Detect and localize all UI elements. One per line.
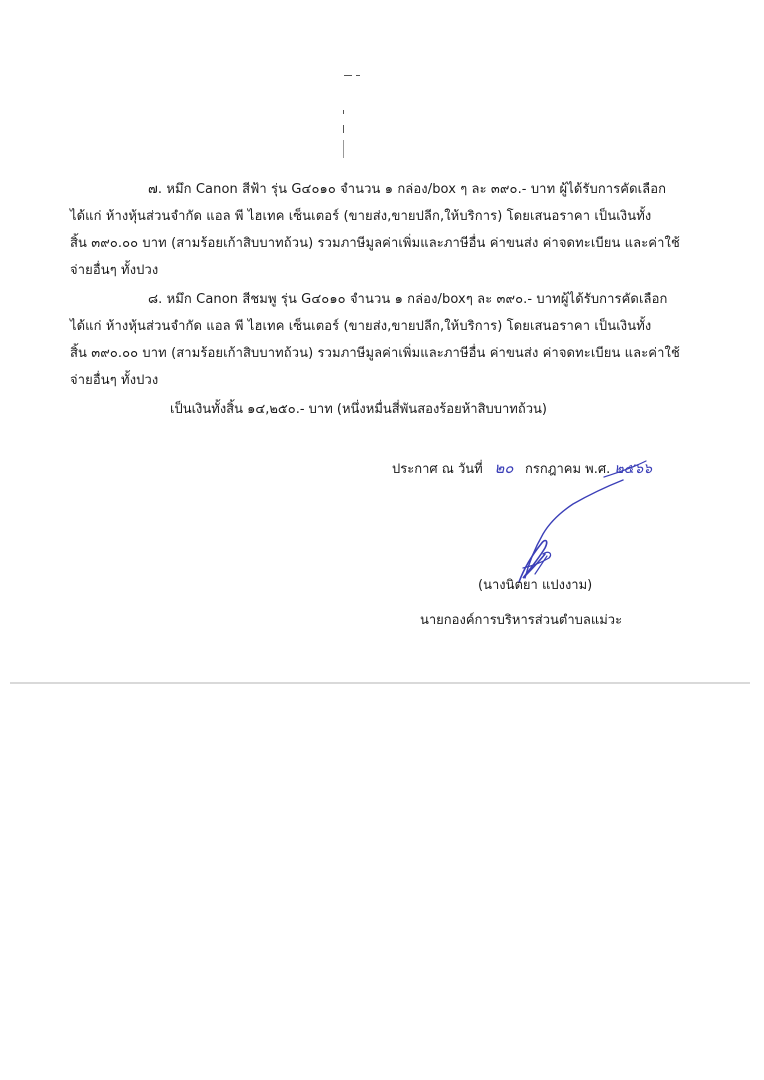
signatory-title: นายกองค์การบริหารส่วนตำบลแม่วะ [420, 613, 623, 628]
item-8-line: สิ้น ๓๙๐.๐๐ บาท (สามร้อยเก้าสิบบาทถ้วน) รวมภาษีมูลค่าเพิ่มและภาษีอื่น ค่าขนส่ง ค่าจดทะเบียน และค่าใช้ [70, 346, 680, 361]
item-8-line: ๘. หมึก Canon สีชมพู รุ่น G๔๐๑๐ จำนวน ๑ กล่อง/boxๆ ละ ๓๙๐.- บาทผู้ได้รับการคัดเลือก [148, 292, 668, 307]
item-7-paragraph [70, 176, 680, 284]
scan-mark-side [343, 125, 344, 133]
item-7-line: จ่ายอื่นๆ ทั้งปวง [70, 263, 159, 278]
scan-mark-side [343, 110, 344, 114]
scan-mark-top [344, 75, 352, 76]
scan-mark-top [356, 75, 360, 76]
announcement-day: ๒๐ [494, 459, 514, 477]
item-8-line: จ่ายอื่นๆ ทั้งปวง [70, 373, 159, 388]
page-divider [10, 682, 750, 684]
handwritten-signature [505, 478, 655, 588]
announcement-month: กรกฎาคม พ.ศ. [525, 462, 611, 477]
total-amount-line: เป็นเงินทั้งสิ้น ๑๔,๒๕๐.- บาท (หนึ่งหมื่นสี่พันสองร้อยห้าสิบบาทถ้วน) [170, 402, 547, 417]
item-7-line: ๗. หมึก Canon สีฟ้า รุ่น G๔๐๑๐ จำนวน ๑ กล่อง/box ๆ ละ ๓๙๐.- บาท ผู้ได้รับการคัดเลือก [148, 182, 667, 197]
scan-mark-side [343, 140, 344, 158]
item-8-paragraph [70, 286, 680, 394]
item-7-line: สิ้น ๓๙๐.๐๐ บาท (สามร้อยเก้าสิบบาทถ้วน) รวมภาษีมูลค่าเพิ่มและภาษีอื่น ค่าขนส่ง ค่าจดทะเบียน และค่าใช้ [70, 236, 680, 251]
year-flourish [602, 455, 653, 481]
signatory-name: (นางนิตยา แปงงาม) [478, 578, 593, 593]
announcement-year: ๒๕๖๖ [614, 461, 653, 477]
item-8-line: ได้แก่ ห้างหุ้นส่วนจำกัด แอล พี ไฮเทค เซ็นเตอร์ (ขายส่ง,ขายปลีก,ให้บริการ) โดยเสนอราคา เป็นเงินทั้ง [70, 319, 652, 334]
announcement-prefix: ประกาศ ณ วันที่ [392, 462, 483, 477]
item-7-line: ได้แก่ ห้างหุ้นส่วนจำกัด แอล พี ไฮเทค เซ็นเตอร์ (ขายส่ง,ขายปลีก,ให้บริการ) โดยเสนอราคา เป็นเงินทั้ง [70, 209, 652, 224]
